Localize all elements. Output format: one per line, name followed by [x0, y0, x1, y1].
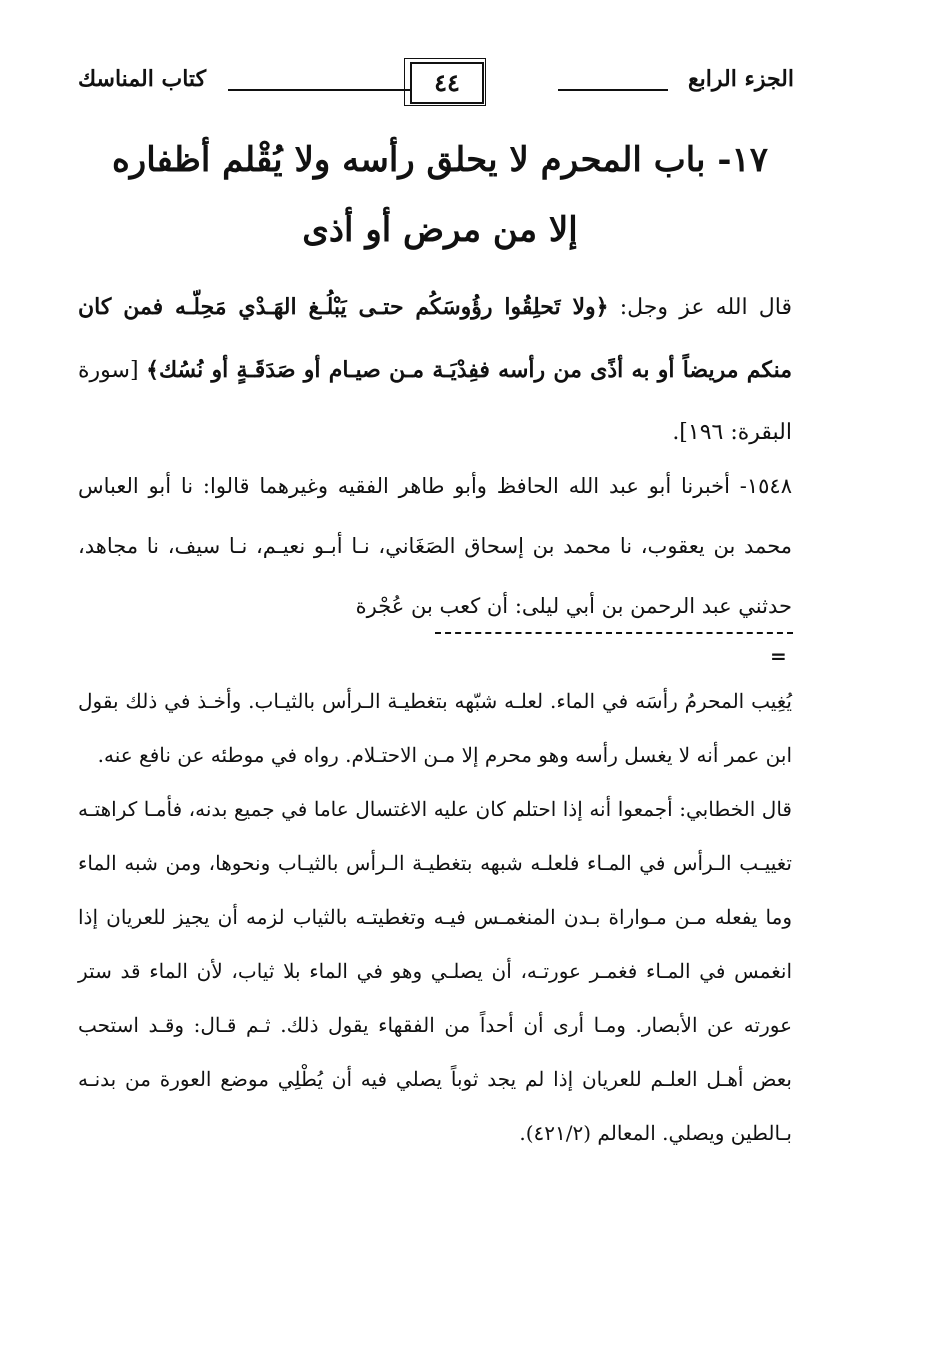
continuation-mark: =	[770, 644, 787, 668]
chapter-heading-line2: إلا من مرض أو أذى	[302, 210, 578, 250]
footnote-separator	[435, 632, 793, 634]
page-number: ٤٤	[410, 62, 484, 104]
quran-verse-paragraph	[78, 276, 792, 464]
page-header	[78, 62, 794, 108]
quran-text: ﴿ولا تَحلِقُوا رؤُوسَكُم حتـى يَبْلُـغ الهَـدْي مَحِلّـه فمن كان منكم مريضاً أو به أذًى من رأسه ففِدْيَـة مـن صيـام أو صَدَقَـةٍ أو نُسُك﴾	[78, 294, 792, 383]
footnote-paragraph-2: قال الخطابي: أجمعوا أنه إذا احتلم كان عليه الاغتسال عاما في جميع بدنه، فأمـا كراهتـه تغييـب الـرأس في المـاء فلعلـه شبهه بتغطيـة الـرأس بالثيـاب ونحوها، ومن شبه الماء وما يفعله مـن مـواراة بـدن المنغمـس فيـه وتغطيتـه بالثياب لزمه أن يجيز للعريان إذا انغمس في المـاء فغمـر عورتـه، أن يصلـي وهو في الماء بلا ثياب، لأن الماء قد ستر عورته عن الأبصار. ومـا أرى أن أحداً من الفقهاء يقول ذلك. ثـم قـال: وقـد استحب بعض أهـل العلـم للعريان إذا لم يجد ثوباً يصلي فيه أن يُطْلِي موضع العورة من بدنـه بـالطين ويصلي. المعالم (٤٢١/٢).	[78, 797, 793, 1145]
verse-reference: [سورة البقرة: ١٩٦].	[78, 358, 792, 445]
footnote-section	[78, 674, 792, 1160]
verse-intro: قال الله عز وجل:	[608, 295, 792, 320]
chapter-heading-line1: ١٧- باب المحرم لا يحلق رأسه ولا يُقْلم أظفاره	[111, 140, 769, 180]
book-title: كتاب المناسك	[78, 66, 207, 92]
header-rule-right	[558, 89, 668, 91]
hadith-paragraph: ١٥٤٨- أخبرنا أبو عبد الله الحافظ وأبو طاهر الفقيه وغيرهما قالوا: نا أبو العباس محمد بن يعقوب، نا محمد بن إسحاق الصَغَاني، نـا أبـو نعيـم، نـا سيف، نا مجاهد، حدثني عبد الرحمن بن أبي ليلى: أن كعب بن عُجْرة	[78, 474, 792, 618]
volume-title: الجزء الرابع	[687, 66, 794, 92]
footnote-paragraph-1: يُغِيب المحرمُ رأسَه في الماء. لعلـه شبّهه بتغطيـة الـرأس بالثيـاب. وأخـذ في ذلك بقول ابن عمر أنه لا يغسل رأسه وهو محرم إلا مـن الاحتـلام. رواه في موطئه عن نافع عنه.	[78, 689, 792, 767]
